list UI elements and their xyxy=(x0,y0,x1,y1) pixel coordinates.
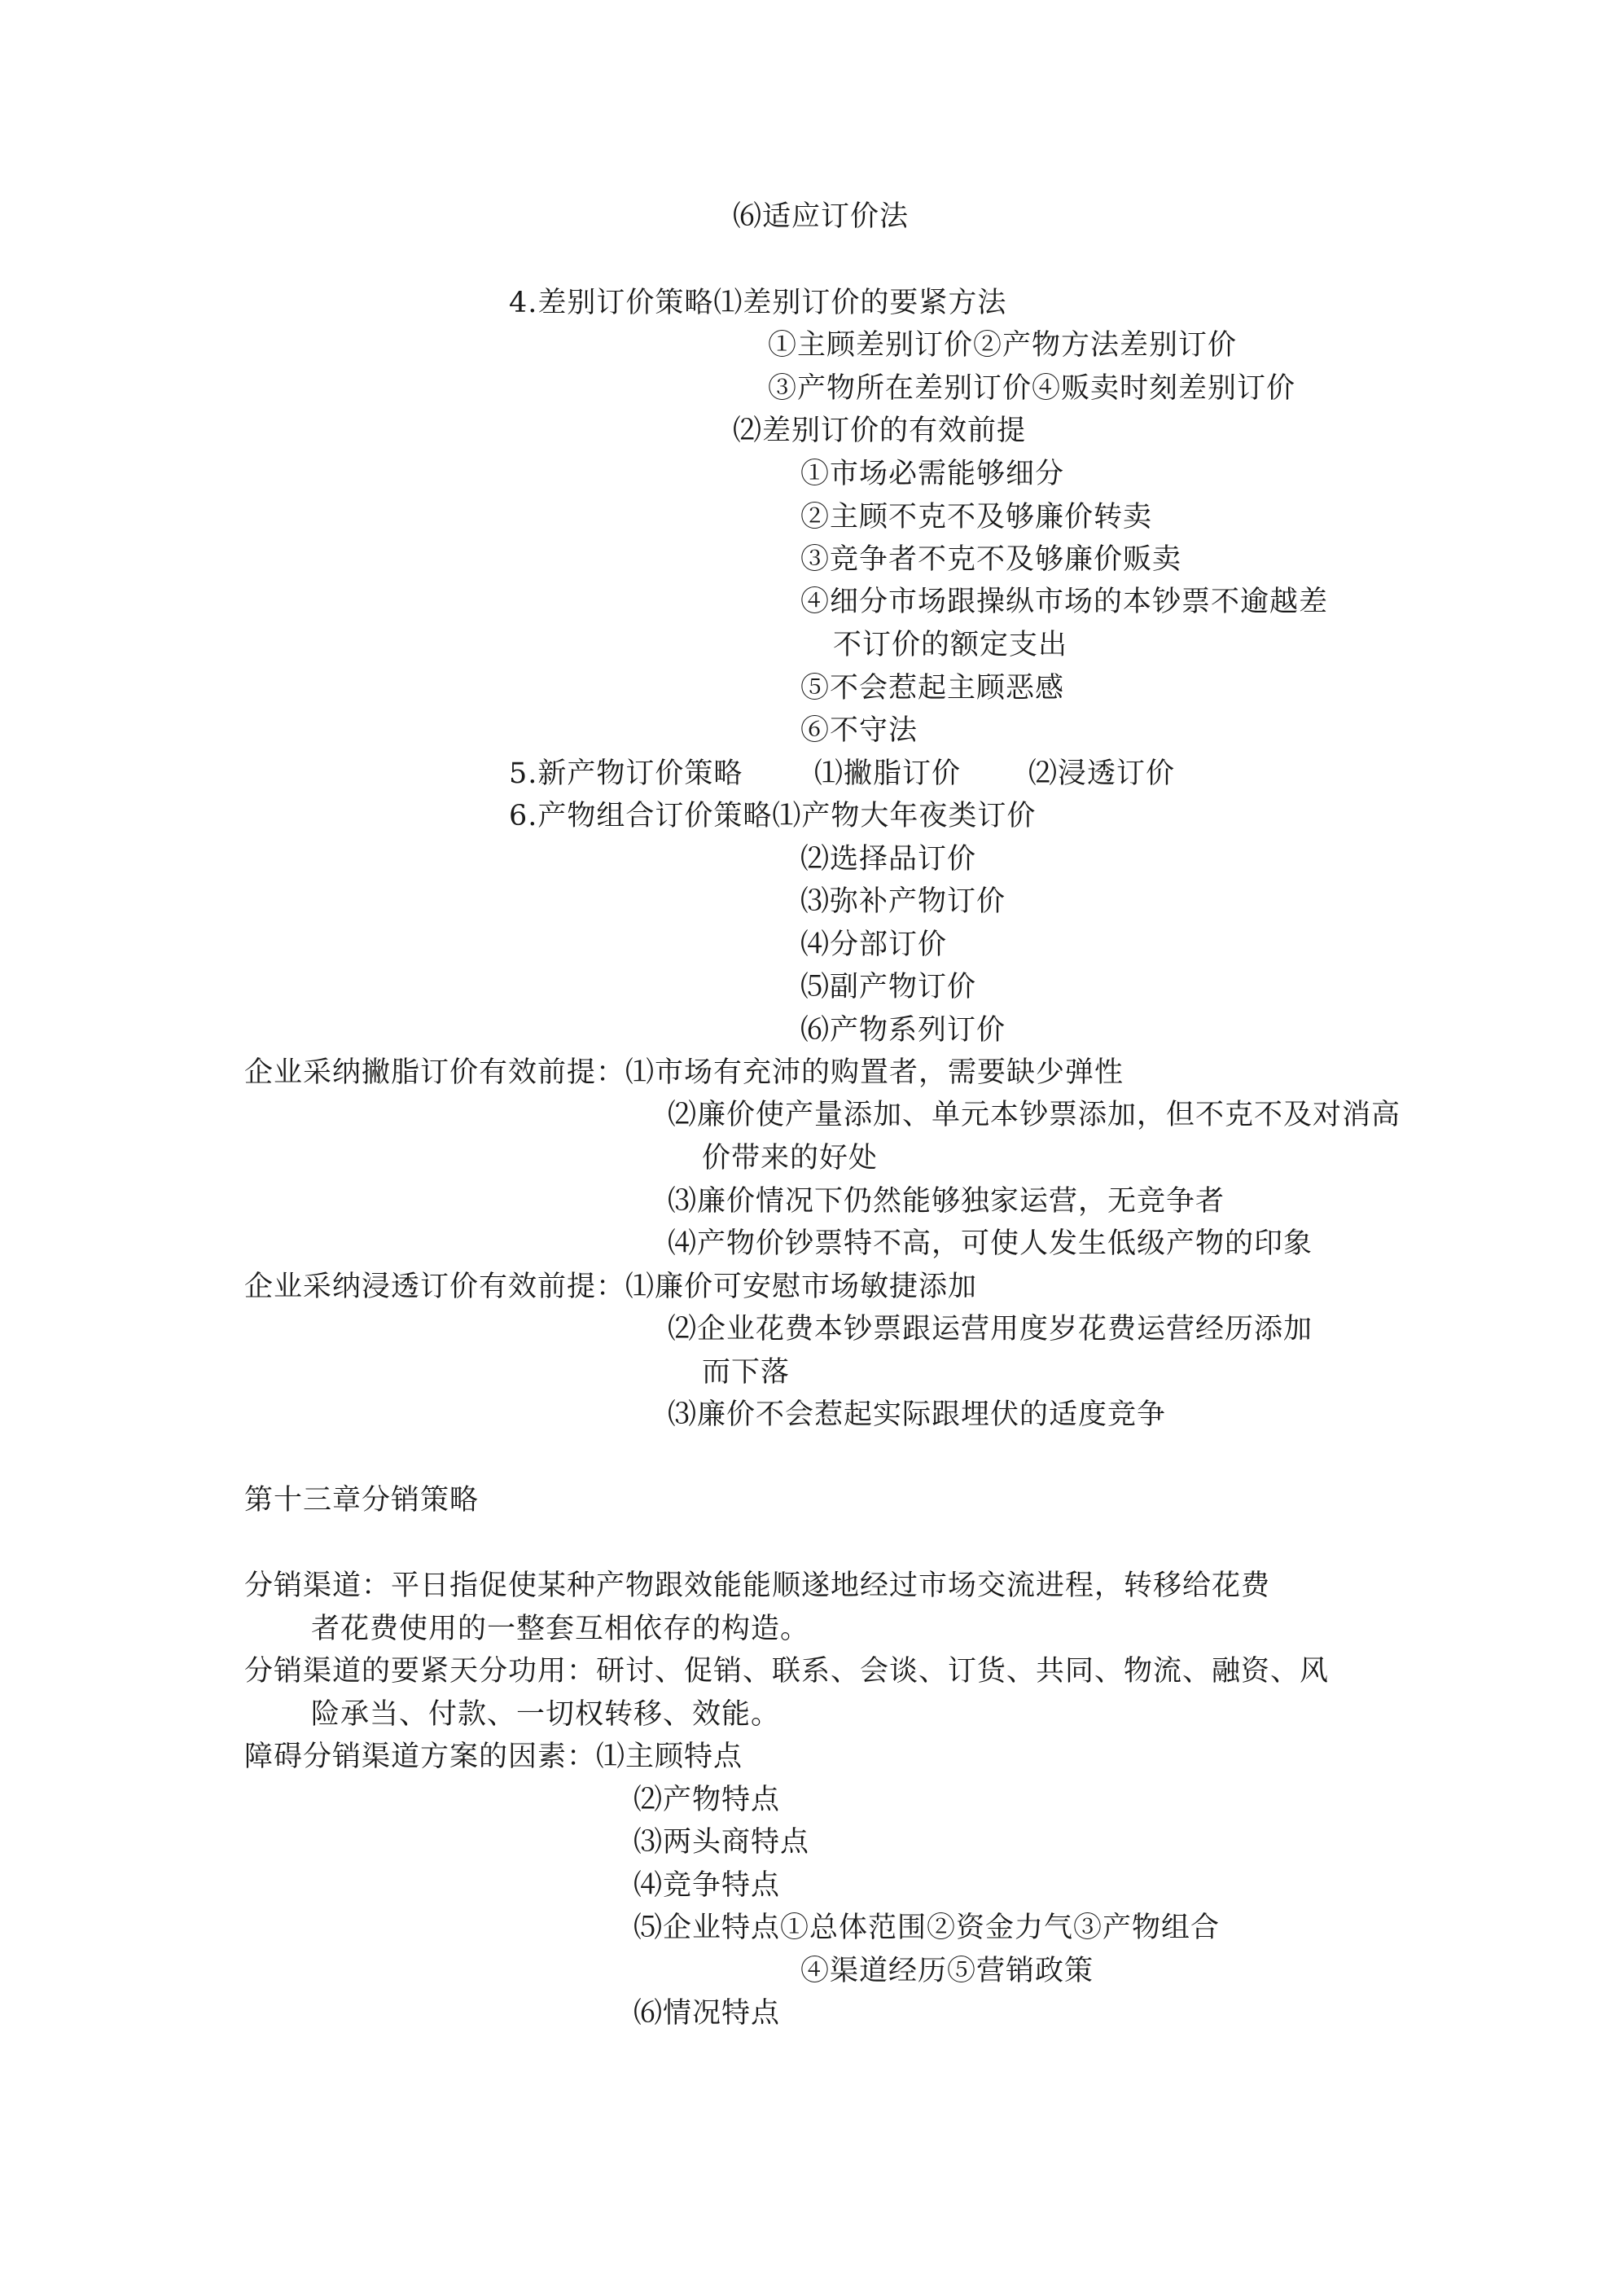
text-line: ⑵浸透订价 xyxy=(1028,757,1176,790)
text-line: 险承当、付款、一切权转移、效能。 xyxy=(311,1698,781,1731)
text-line: ⑹产物系列订价 xyxy=(800,1014,1006,1047)
text-line: ①主顾差别订价②产物方法差别订价 xyxy=(768,329,1238,362)
text-line: 者花费使用的一整套互相依存的构造。 xyxy=(311,1613,810,1645)
text-line: ⑵产物特点 xyxy=(633,1784,781,1816)
chapter-heading: 第十三章分销策略 xyxy=(244,1484,480,1517)
text-line: 企业采纳浸透订价有效前提：⑴廉价可安慰市场敏捷添加 xyxy=(244,1271,978,1303)
text-line: 而下落 xyxy=(702,1356,791,1389)
text-line: ⑥不守法 xyxy=(800,714,918,747)
text-line: ⑹情况特点 xyxy=(633,1997,781,2030)
text-line: ⑵差别订价的有效前提 xyxy=(733,415,1027,447)
text-line: ②主顾不克不及够廉价转卖 xyxy=(800,501,1153,533)
text-line: ⑤不会惹起主顾恶感 xyxy=(800,672,1065,705)
section-heading: 6.产物组合订价策略⑴产物大年夜类订价 xyxy=(509,800,1037,832)
text-line: ⑵廉价使产量添加、单元本钞票添加，但不克不及对消高 xyxy=(668,1099,1401,1131)
text-line: ⑷竞争特点 xyxy=(633,1869,781,1902)
text-line: ⑹适应订价法 xyxy=(733,200,910,233)
text-line: 分销渠道的要紧天分功用：研讨、促销、联系、会谈、订货、共同、物流、融资、风 xyxy=(244,1655,1330,1688)
text-line: ③竞争者不克不及够廉价贩卖 xyxy=(800,543,1182,576)
text-line: ⑷产物价钞票特不高，可使人发生低级产物的印象 xyxy=(668,1227,1313,1260)
text-line: 不订价的额定支出 xyxy=(833,629,1068,661)
text-line: ⑸企业特点①总体范围②资金力气③产物组合 xyxy=(633,1912,1221,1944)
section-heading: 5.新产物订价策略 xyxy=(509,757,743,790)
text-line: ⑷分部订价 xyxy=(800,928,948,961)
text-line: ①市场必需能够细分 xyxy=(800,458,1065,490)
text-line: ⑵选择品订价 xyxy=(800,843,977,876)
text-line: ③产物所在差别订价④贩卖时刻差别订价 xyxy=(768,372,1296,405)
text-line: ⑶廉价不会惹起实际跟埋伏的适度竞争 xyxy=(668,1398,1167,1431)
text-line: 分销渠道：平日指促使某种产物跟效能能顺遂地经过市场交流进程，转移给花费 xyxy=(244,1569,1271,1602)
text-line: ④渠道经历⑤营销政策 xyxy=(800,1955,1094,1987)
section-heading: 4.差别订价策略⑴差别订价的要紧方法 xyxy=(509,287,1007,319)
text-line: 价带来的好处 xyxy=(702,1142,879,1174)
text-line: ⑴撇脂订价 xyxy=(814,757,962,790)
text-line: ⑶两头商特点 xyxy=(633,1826,810,1859)
text-line: ⑶廉价情况下仍然能够独家运营，无竞争者 xyxy=(668,1185,1225,1218)
text-line: ④细分市场跟操纵市场的本钞票不逾越差 xyxy=(800,586,1329,618)
text-line: ⑵企业花费本钞票跟运营用度岁花费运营经历添加 xyxy=(668,1313,1313,1346)
text-line: 障碍分销渠道方案的因素：⑴主顾特点 xyxy=(244,1741,743,1773)
text-line: ⑶弥补产物订价 xyxy=(800,885,1006,918)
text-line: ⑸副产物订价 xyxy=(800,971,977,1003)
text-line: 企业采纳撇脂订价有效前提：⑴市场有充沛的购置者，需要缺少弹性 xyxy=(244,1056,1124,1089)
